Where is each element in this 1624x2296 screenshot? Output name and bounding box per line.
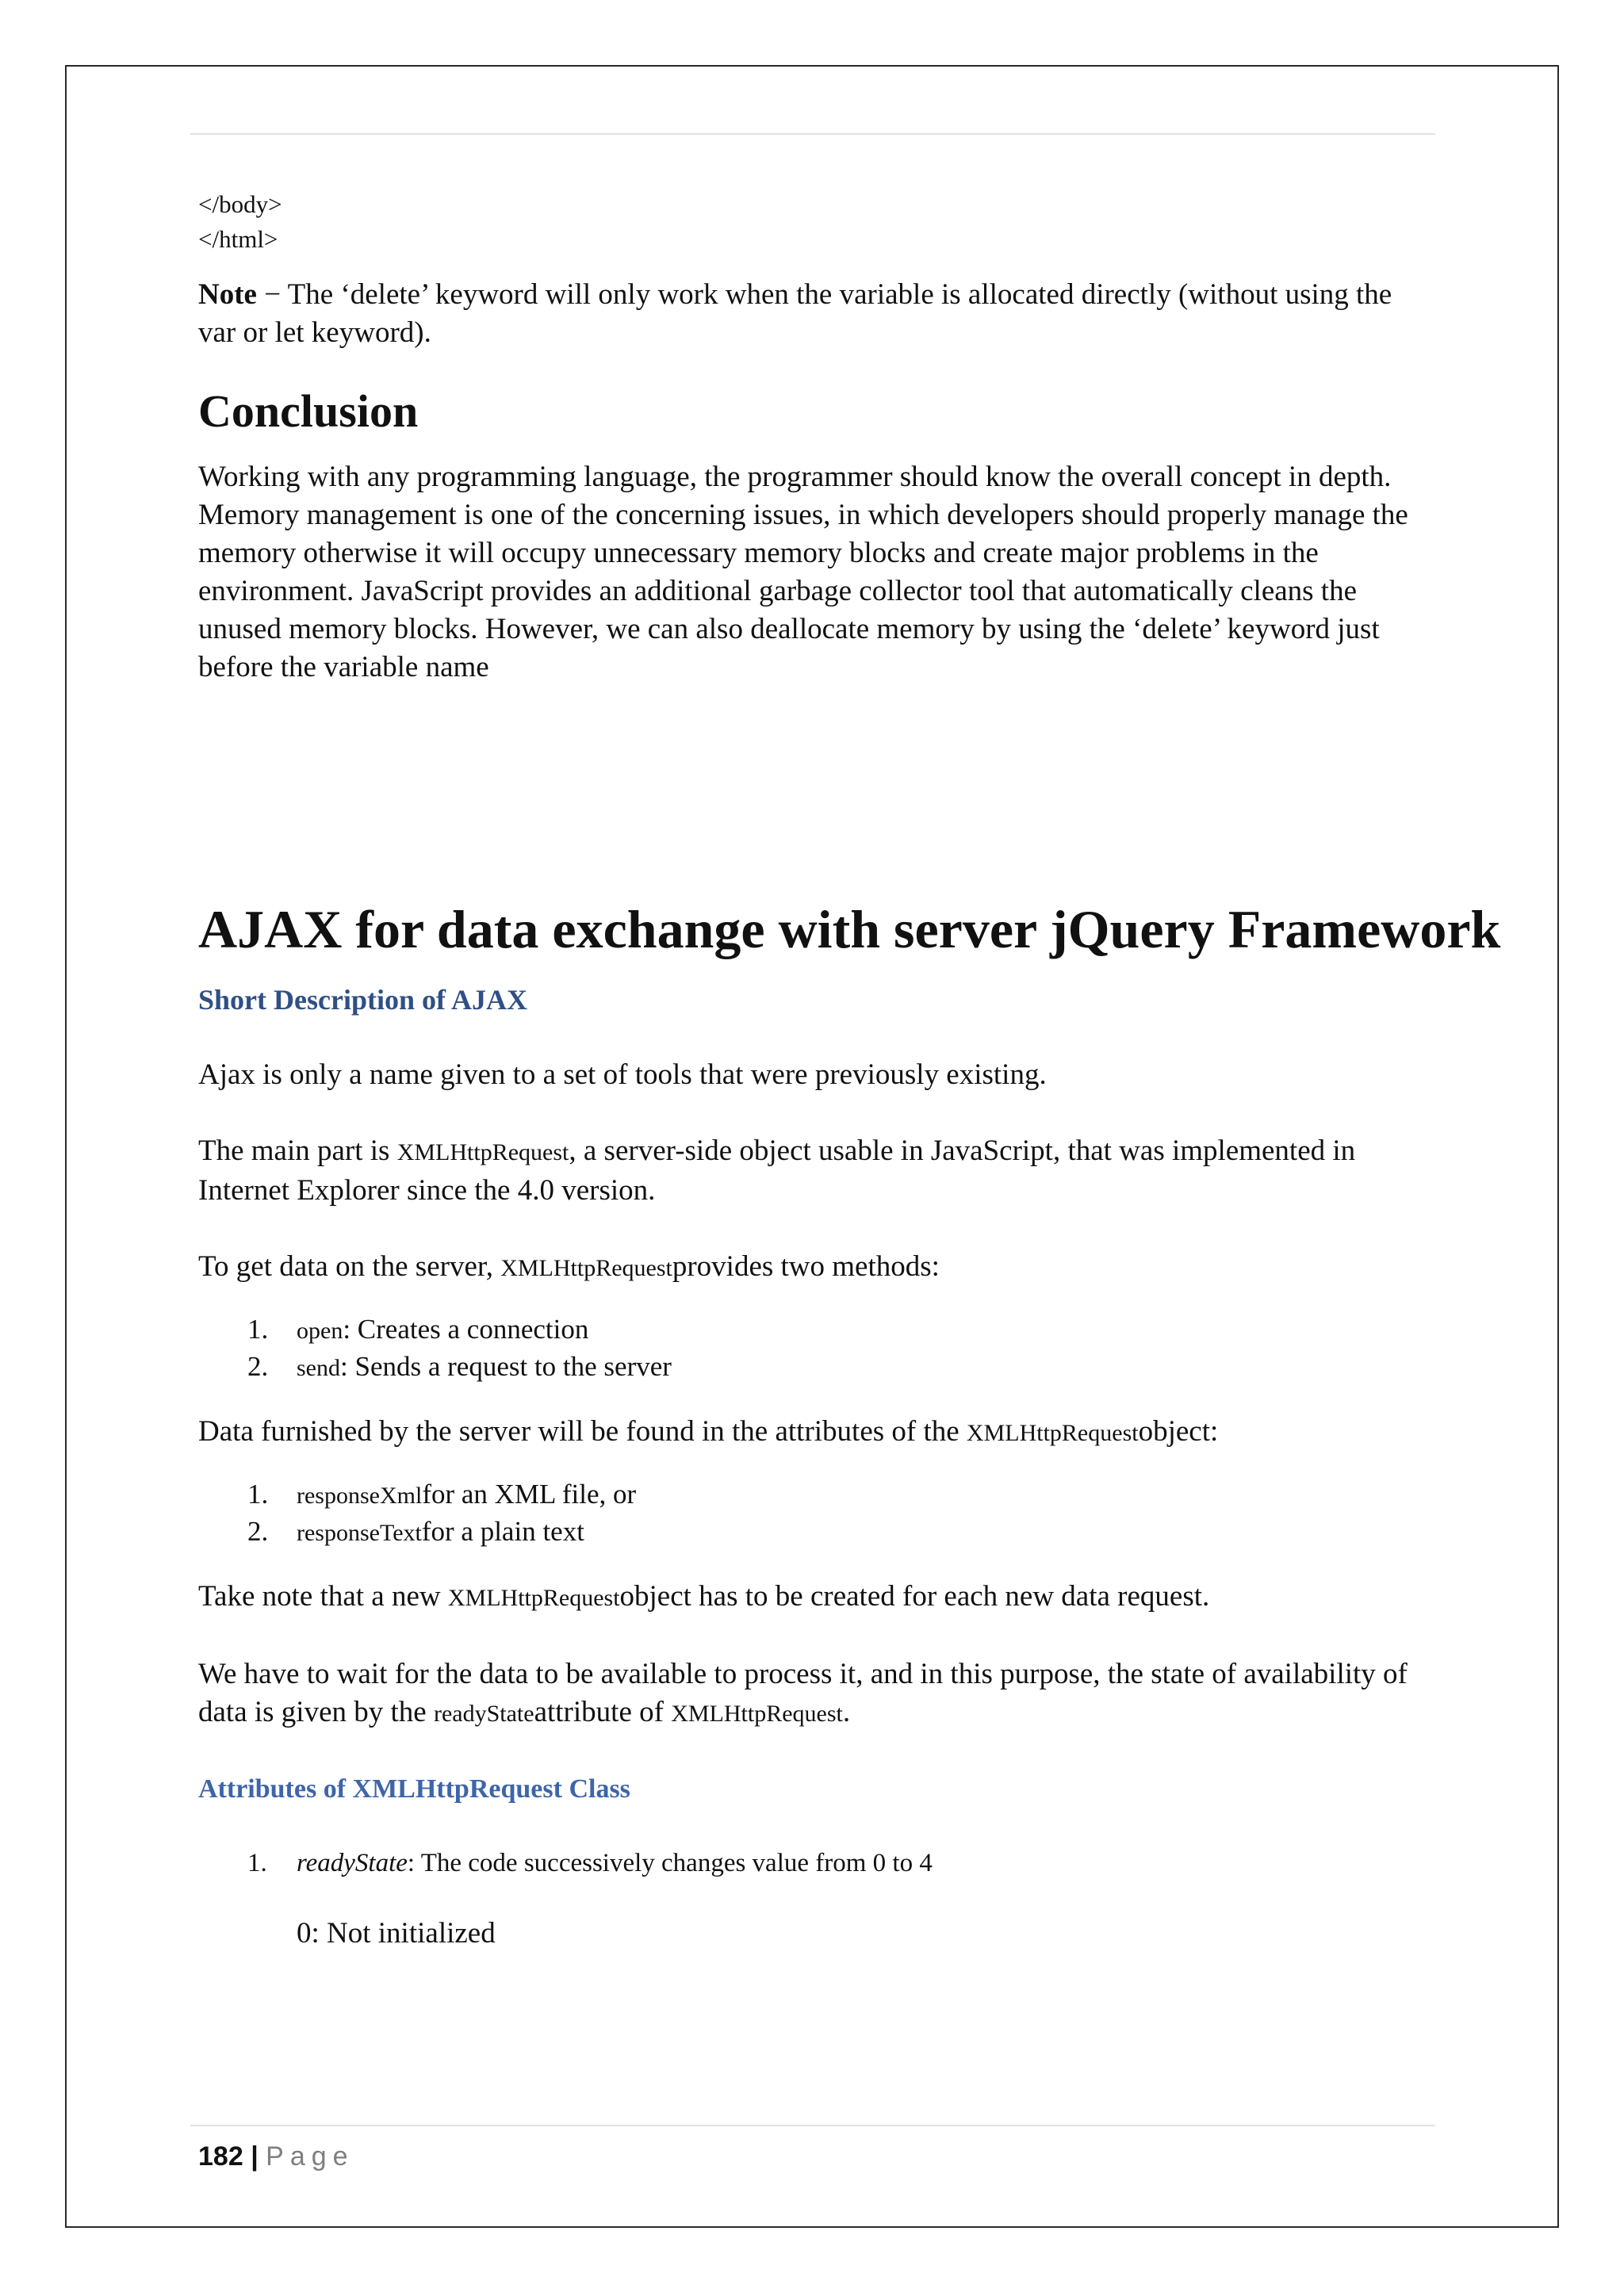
term-readystate: readyState [297,1849,408,1877]
text: object has to be created for each new data request. [619,1580,1210,1613]
list-item [198,1846,1435,1881]
list-text: : The code successively changes value from 0 to 4 [407,1849,933,1877]
code-send: send [297,1355,340,1381]
code-snippet [198,187,1435,257]
code-line: </html> [198,225,278,253]
text: We have to wait for the data to be available to process it, and in this purpose, the state of availability of data is given by the [198,1658,1408,1728]
ajax-heading: AJAX for data exchange with server jQuery Framework [198,899,1501,959]
text: . [842,1696,851,1728]
footer-rule [190,2125,1435,2126]
footer-separator: | [251,2141,259,2172]
page-label: Page [266,2141,354,2172]
code-xmlhttprequest: XMLHttpRequest [447,1585,620,1611]
list-number: 1. [247,1314,269,1345]
list-number: 1. [247,1849,267,1877]
code-xmlhttprequest: XMLHttpRequest [966,1420,1139,1446]
code-xmlhttprequest: XMLHttpRequest [500,1255,672,1281]
text: , a server-side object usable in JavaScript, that was implemented in Internet Explorer since the 4.0 version. [198,1135,1356,1207]
methods-list [198,1311,1435,1386]
list-item [198,1311,1435,1349]
page-content [198,187,1501,1953]
code-xmlhttprequest: XMLHttpRequest [671,1701,843,1727]
list-item [198,1513,1435,1551]
readystate-list [198,1846,1435,1881]
ajax-paragraph-1: Ajax is only a name given to a set of tools that were previously existing. [198,1058,1047,1091]
text: provides two methods: [672,1250,940,1283]
subheading-short-description: Short Description of AJAX [198,984,527,1016]
list-text: : Creates a connection [343,1314,589,1345]
code-open: open [297,1318,343,1344]
page-footer [198,2139,354,2174]
text: Data furnished by the server will be found in the attributes of the [198,1415,967,1448]
ajax-paragraph-5 [198,1578,1435,1617]
attributes-list [198,1476,1435,1551]
list-text: for an XML file, or [422,1479,637,1510]
code-readystate: readyState [433,1701,534,1727]
text: The main part is [198,1135,397,1167]
text: object: [1138,1415,1219,1448]
code-line: </body> [198,190,282,218]
note-label: Note [198,278,257,311]
ajax-paragraph-4 [198,1413,1435,1452]
ajax-paragraph-6 [198,1655,1435,1733]
list-text: for a plain text [421,1516,584,1547]
page-number: 182 [198,2141,243,2172]
note-paragraph [198,276,1435,352]
ajax-paragraph-2 [198,1132,1435,1210]
conclusion-paragraph: Working with any programming language, the programmer should know the overall concept in depth. Memory management is one of the concerning issues, in which developers should properly manage the memory otherwise it will occupy unnecessary memory blocks and create major problems in the environment. JavaScript provides an additional garbage collector tool that automatically cleans the unused memory blocks. However, we can also deallocate memory by using the ‘delete’ keyword just before the variable name [198,461,1408,683]
list-text: : Sends a request to the server [340,1351,672,1382]
code-xmlhttprequest: XMLHttpRequest [396,1139,569,1165]
code-responsetext: responseText [297,1520,422,1546]
state-0-line: 0: Not initialized [297,1917,496,1950]
text: attribute of [534,1696,672,1728]
code-responsexml: responseXml [297,1483,423,1509]
text: Take note that a new [198,1580,448,1613]
header-rule [190,133,1435,135]
subheading-attributes: Attributes of XMLHttpRequest Class [198,1774,630,1804]
list-number: 1. [247,1479,269,1510]
text: To get data on the server, [198,1250,501,1283]
list-number: 2. [247,1351,269,1382]
list-item [198,1349,1435,1386]
note-text: − The ‘delete’ keyword will only work when the variable is allocated directly (without using the var or let keyword). [198,278,1392,349]
list-number: 2. [247,1516,269,1547]
list-item [198,1476,1435,1513]
ajax-paragraph-3 [198,1248,1435,1288]
conclusion-heading: Conclusion [198,385,419,437]
